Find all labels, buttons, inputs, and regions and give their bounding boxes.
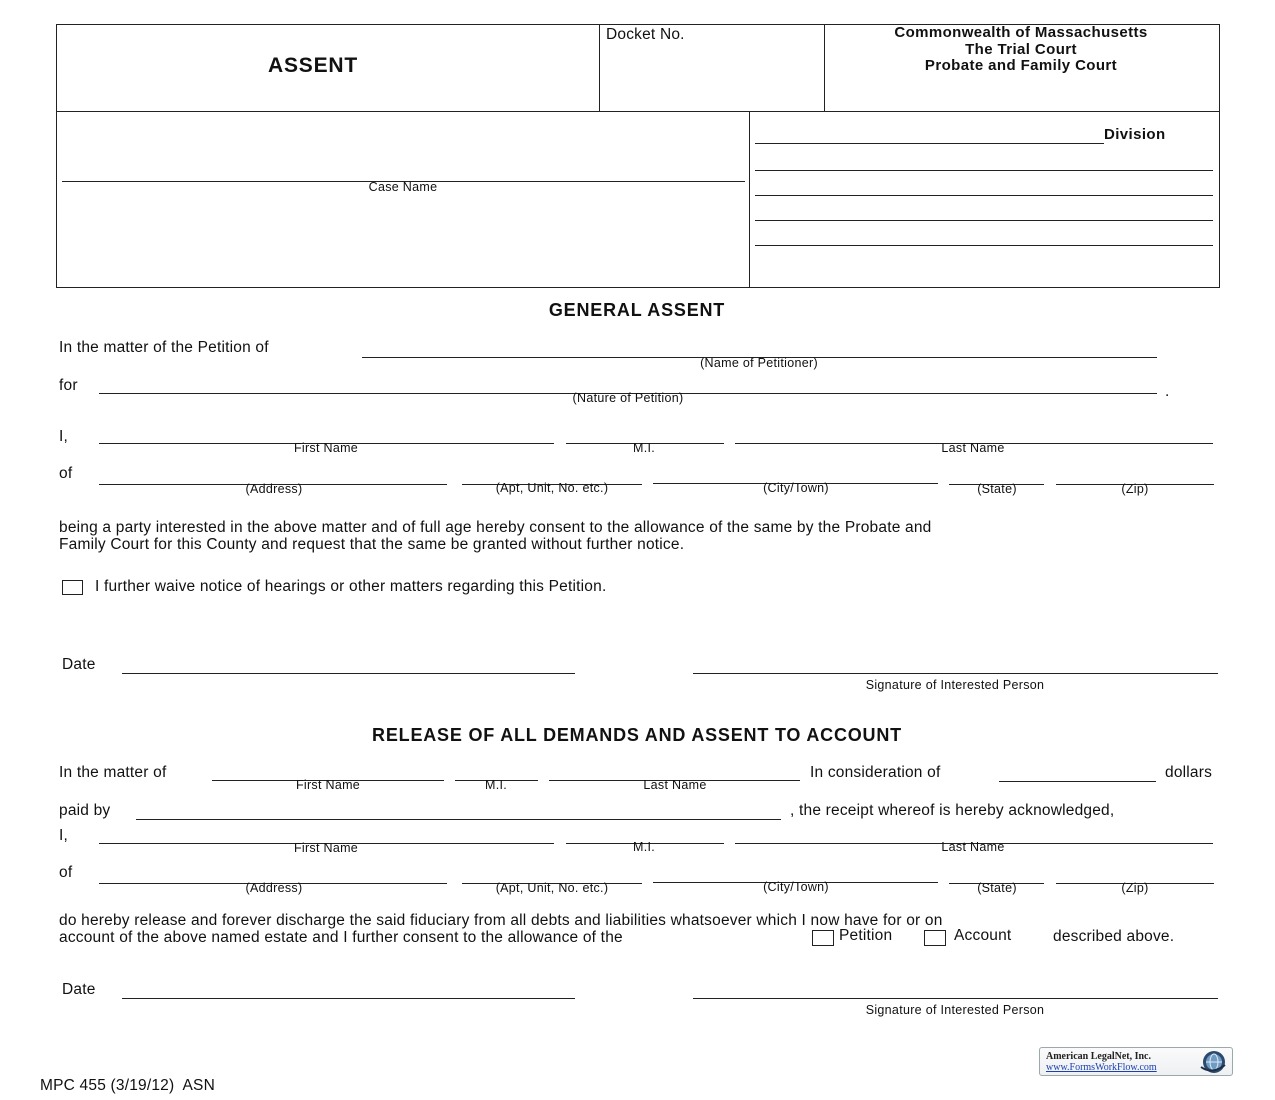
general-assent-heading: GENERAL ASSENT: [548, 300, 726, 320]
last-name-caption: Last Name: [941, 441, 1005, 455]
account-checkbox[interactable]: [924, 930, 946, 946]
described-label: described above.: [1053, 928, 1175, 945]
signature-caption: Signature of Interested Person: [865, 678, 1045, 692]
of-label: of: [59, 465, 73, 482]
receipt-label: , the receipt whereof is hereby acknowledged,: [790, 802, 1115, 819]
case-division-divider: [749, 111, 750, 287]
consideration-label: In consideration of: [810, 764, 941, 781]
release-line-2: account of the above named estate and I further consent to the allowance of the: [59, 929, 623, 946]
city-caption: (City/Town): [763, 481, 829, 495]
mi-caption: M.I.: [632, 441, 656, 455]
release-city-caption: (City/Town): [763, 880, 829, 894]
consent-line-1: being a party interested in the above matter and of full age hereby consent to the allowance of the same by the Probate and: [59, 519, 932, 536]
court-line-2: The Trial Court: [965, 41, 1077, 58]
dollars-label: dollars: [1165, 764, 1213, 781]
header-divider: [56, 111, 1220, 112]
period: .: [1165, 383, 1170, 400]
release-zip-caption: (Zip): [1121, 881, 1149, 895]
release-date-label: Date: [62, 981, 96, 998]
release-apt-caption: (Apt, Unit, No. etc.): [495, 881, 609, 895]
paid-by-field[interactable]: [136, 819, 781, 820]
release-first-name-caption-2: First Name: [293, 841, 359, 855]
waive-notice-label: I further waive notice of hearings or other matters regarding this Petition.: [95, 578, 607, 595]
release-mi-caption-2: M.I.: [632, 840, 656, 854]
first-name-caption: First Name: [293, 441, 359, 455]
nature-of-petition-caption: (Nature of Petition): [572, 391, 684, 405]
consent-line-2: Family Court for this County and request that the same be granted without further notice.: [59, 536, 685, 553]
dollars-field[interactable]: [999, 781, 1156, 782]
form-title: ASSENT: [268, 54, 358, 77]
release-of-label: of: [59, 864, 73, 881]
release-i-label: I,: [59, 827, 69, 844]
docket-label: Docket No.: [606, 26, 685, 43]
release-date-field[interactable]: [122, 998, 575, 999]
waive-notice-checkbox[interactable]: [62, 580, 83, 595]
release-first-name-caption: First Name: [295, 778, 361, 792]
address-caption: (Address): [245, 482, 303, 496]
account-label: Account: [954, 927, 1012, 944]
publisher-url[interactable]: www.FormsWorkFlow.com: [1046, 1062, 1157, 1073]
division-line-2[interactable]: [755, 170, 1213, 171]
publisher-logo[interactable]: [1039, 1047, 1233, 1076]
i-label: I,: [59, 428, 69, 445]
date-field[interactable]: [122, 673, 575, 674]
division-line-4[interactable]: [755, 220, 1213, 221]
division-line-5[interactable]: [755, 245, 1213, 246]
division-field[interactable]: [755, 143, 1104, 144]
release-address-caption: (Address): [245, 881, 303, 895]
release-matter-label: In the matter of: [59, 764, 167, 781]
release-last-name-caption-2: Last Name: [941, 840, 1005, 854]
signature-field[interactable]: [693, 673, 1218, 674]
petition-checkbox[interactable]: [812, 930, 834, 946]
globe-icon: [1198, 1049, 1228, 1075]
publisher-name: American LegalNet, Inc.: [1046, 1051, 1151, 1062]
apt-caption: (Apt, Unit, No. etc.): [495, 481, 609, 495]
release-heading: RELEASE OF ALL DEMANDS AND ASSENT TO ACCOUNT: [372, 725, 902, 745]
docket-court-divider: [824, 24, 825, 112]
zip-caption: (Zip): [1121, 482, 1149, 496]
release-mi-caption: M.I.: [484, 778, 508, 792]
petitioner-name-caption: (Name of Petitioner): [700, 356, 818, 370]
court-line-1: Commonwealth of Massachusetts: [894, 24, 1148, 41]
title-docket-divider: [599, 24, 600, 112]
release-signature-caption: Signature of Interested Person: [865, 1003, 1045, 1017]
court-line-3: Probate and Family Court: [924, 57, 1118, 74]
petition-label: Petition: [839, 927, 893, 944]
for-label: for: [59, 377, 78, 394]
release-state-caption: (State): [977, 881, 1017, 895]
case-name-caption: Case Name: [368, 180, 438, 194]
state-caption: (State): [977, 482, 1017, 496]
release-line-1: do hereby release and forever discharge the said fiduciary from all debts and liabilities whatsoever which I now have for or on: [59, 912, 943, 929]
matter-petition-label: In the matter of the Petition of: [59, 339, 269, 356]
release-last-name-caption: Last Name: [643, 778, 707, 792]
division-line-3[interactable]: [755, 195, 1213, 196]
division-label: Division: [1104, 126, 1166, 143]
date-label: Date: [62, 656, 96, 673]
paid-by-label: paid by: [59, 802, 111, 819]
form-number: MPC 455 (3/19/12) ASN: [40, 1077, 215, 1094]
release-signature-field[interactable]: [693, 998, 1218, 999]
